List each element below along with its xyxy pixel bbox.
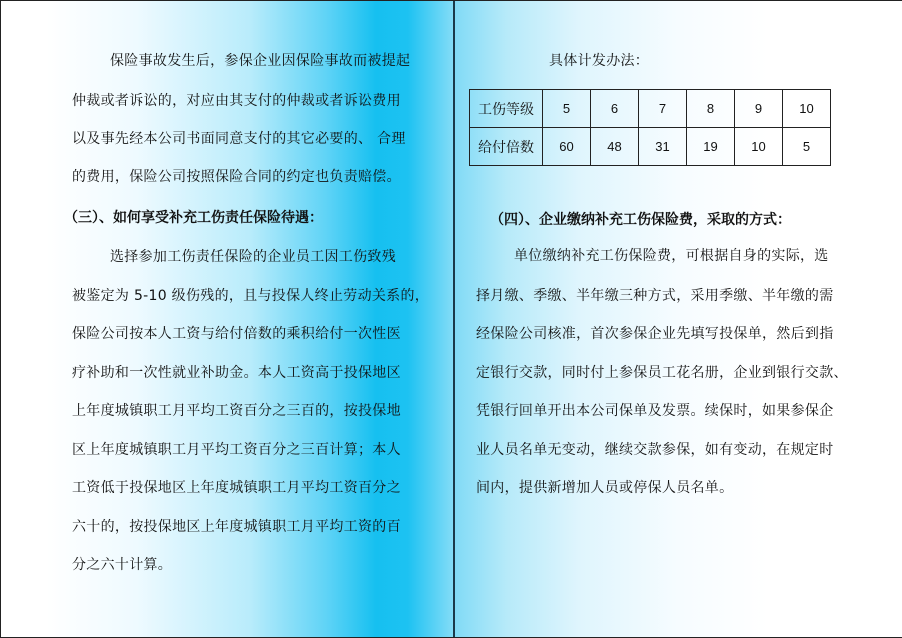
grade-cell: 9 [735, 90, 783, 128]
grade-cell: 5 [543, 90, 591, 128]
table-intro: 具体计发办法： [549, 53, 650, 69]
left-para2-line: 上年度城镇职工月平均工资百分之三百的，按投保地 [72, 403, 401, 419]
left-para2-line: 区上年度城镇职工月平均工资百分之三百计算；本人 [72, 442, 401, 458]
left-para2-line: 疗补助和一次性就业补助金。本人工资高于投保地区 [72, 365, 401, 381]
table-row [470, 90, 831, 128]
right-para-line: 定银行交款，同时付上参保员工花名册，企业到银行交款、 [476, 365, 848, 381]
right-para-line: 单位缴纳补充工伤保险费，可根据自身的实际，选 [514, 248, 829, 264]
page-spine [453, 1, 455, 637]
right-para-line: 择月缴、季缴、半年缴三种方式，采用季缴、半年缴的需 [476, 288, 834, 304]
left-para1-line: 仲裁或者诉讼的，对应由其支付的仲裁或者诉讼费用 [72, 93, 401, 109]
multiple-cell: 5 [783, 128, 831, 166]
row-label-multiple: 给付倍数 [470, 128, 543, 166]
left-para2-line: 分之六十计算。 [72, 557, 173, 573]
multiple-cell: 60 [543, 128, 591, 166]
left-para2-line: 选择参加工伤责任保险的企业员工因工伤致残 [110, 249, 396, 265]
left-para1-line: 保险事故发生后，参保企业因保险事故而被提起 [110, 53, 411, 69]
left-para2-line: 六十的，按投保地区上年度城镇职工月平均工资的百 [72, 519, 401, 535]
section-heading-4: （四）、企业缴纳补充工伤保险费，采取的方式： [490, 212, 791, 228]
left-para1-line: 的费用，保险公司按照保险合同的约定也负责赔偿。 [72, 169, 401, 185]
left-para2-line: 保险公司按本人工资与给付倍数的乘积给付一次性医 [72, 326, 401, 342]
right-para-line: 凭银行回单开出本公司保单及发票。续保时，如果参保企 [476, 403, 834, 419]
grade-cell: 7 [639, 90, 687, 128]
benefit-table [469, 89, 831, 166]
row-label-grade: 工伤等级 [470, 90, 543, 128]
grade-cell: 8 [687, 90, 735, 128]
table-row [470, 128, 831, 166]
right-para-line: 间内，提供新增加人员或停保人员名单。 [476, 480, 734, 496]
multiple-cell: 10 [735, 128, 783, 166]
left-para2-line: 工资低于投保地区上年度城镇职工月平均工资百分之 [72, 480, 401, 496]
grade-cell: 10 [783, 90, 831, 128]
multiple-cell: 31 [639, 128, 687, 166]
grade-cell: 6 [591, 90, 639, 128]
left-para2-line: 被鉴定为 5-10 级伤残的，且与投保人终止劳动关系的， [72, 288, 430, 304]
left-para1-line: 以及事先经本公司书面同意支付的其它必要的、 合理 [72, 131, 406, 147]
right-para-line: 业人员名单无变动，继续交款参保，如有变动，在规定时 [476, 442, 834, 458]
multiple-cell: 48 [591, 128, 639, 166]
section-heading-3: （三）、如何享受补充工伤责任保险待遇： [64, 210, 323, 226]
right-para-line: 经保险公司核准，首次参保企业先填写投保单，然后到指 [476, 326, 834, 342]
multiple-cell: 19 [687, 128, 735, 166]
